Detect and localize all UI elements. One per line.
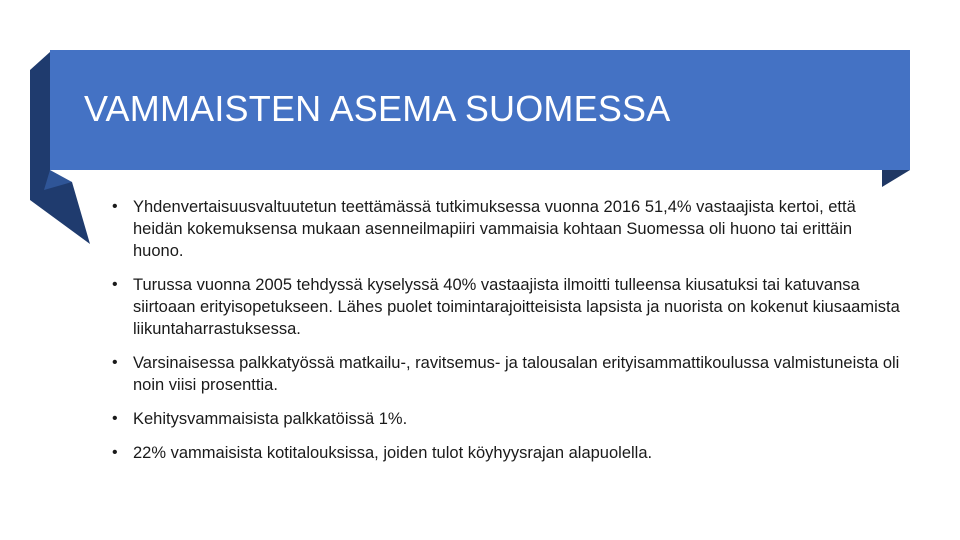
- bullet-item: [112, 408, 902, 430]
- bullet-item: [112, 442, 902, 464]
- bullet-marker: •: [112, 276, 118, 293]
- bullet-marker: •: [112, 354, 118, 371]
- bullet-text: Turussa vuonna 2005 tehdyssä kyselyssä 40% vastaajista ilmoitti tulleensa kiusatuksi tai katuvansa siirtoaan erityisopetukseen. Lähes puolet toimintarajoitteisista lapsista ja nuorista on kokenut kiusaamista liikuntaharrastuksessa.: [133, 276, 900, 338]
- slide-title: VAMMAISTEN ASEMA SUOMESSA: [84, 88, 671, 129]
- bullet-item: [112, 196, 902, 262]
- bullet-marker: •: [112, 410, 118, 427]
- bullet-marker: •: [112, 198, 118, 215]
- bullet-text: Kehitysvammaisista palkkatöissä 1%.: [133, 410, 408, 428]
- bullet-text: Yhdenvertaisuusvaltuutetun teettämässä tutkimuksessa vuonna 2016 51,4% vastaajista kertoi, että heidän kokemuksensa mukaan asenneilmapiiri vammaisia kohtaan Suomessa oli huono tai erittäin huono.: [133, 198, 856, 260]
- bullet-text: Varsinaisessa palkkatyössä matkailu-, ravitsemus- ja talousalan erityisammattikoulussa valmistuneista oli noin viisi prosenttia.: [133, 354, 900, 394]
- bullet-text: 22% vammaisista kotitalouksissa, joiden tulot köyhyysrajan alapuolella.: [133, 444, 653, 462]
- bullet-list: [112, 196, 902, 476]
- bullet-item: [112, 274, 902, 340]
- right-fold-tab: [882, 170, 910, 187]
- bullet-item: [112, 352, 902, 396]
- bullet-marker: •: [112, 444, 118, 461]
